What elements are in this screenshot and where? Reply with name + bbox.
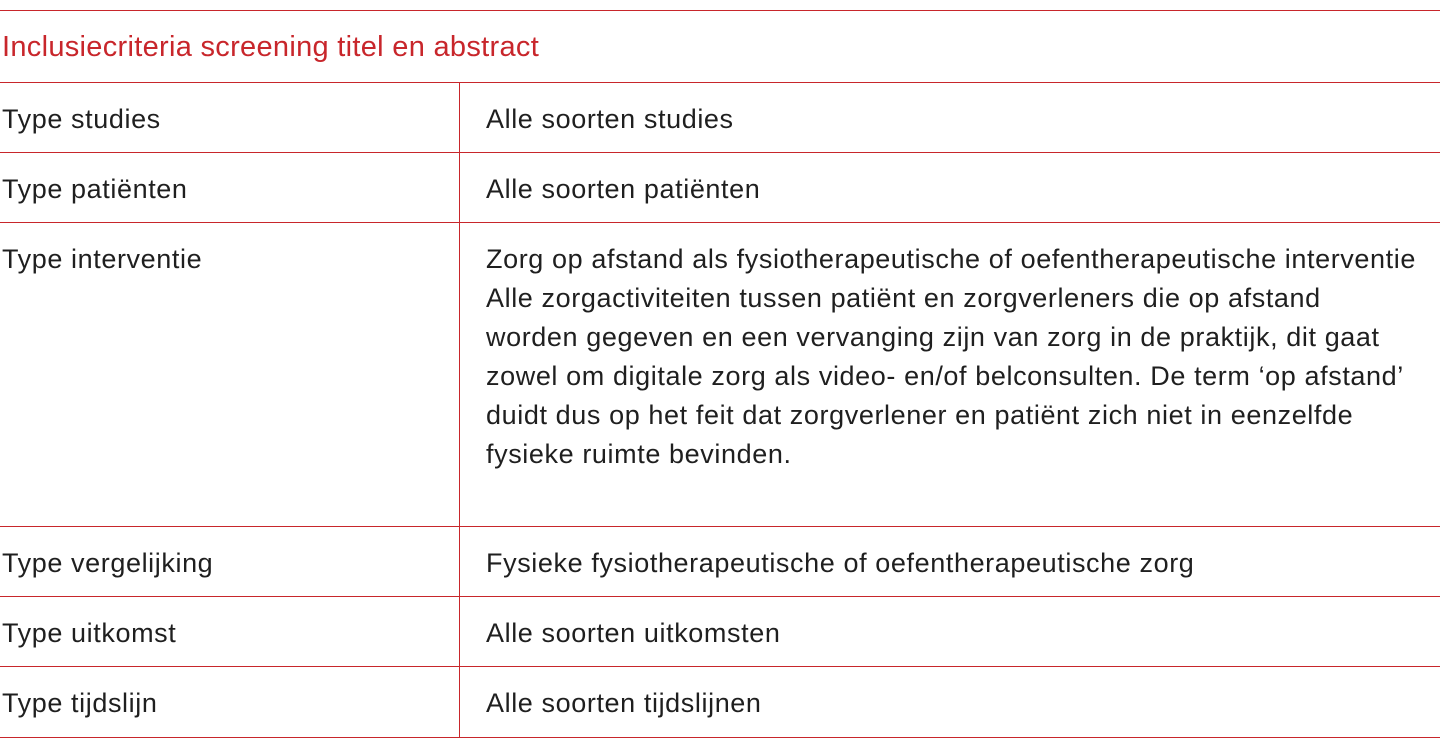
table-title: Inclusiecriteria screening titel en abstract [2,31,540,63]
row-label: Type tijdslijn [0,667,460,737]
row-value-text: Fysieke fysiotherapeutische of oefentherapeutische zorg [486,548,1195,578]
row-value-text: Alle soorten patiënten [486,174,761,204]
row-label: Type vergelijking [0,527,460,596]
row-value [460,597,1440,666]
row-value [460,223,1440,526]
table-row [0,667,1440,738]
inclusion-criteria-table [0,10,1440,738]
row-value [460,667,1440,737]
row-value-text: Alle soorten uitkomsten [486,618,781,648]
row-value-text: Zorg op afstand als fysiotherapeutische of oefentherapeutische interventie [486,244,1416,274]
row-label: Type patiënten [0,153,460,222]
table-row [0,153,1440,223]
table-row [0,597,1440,667]
row-value [460,83,1440,152]
row-label: Type interventie [0,223,460,526]
row-value-text: Alle soorten studies [486,104,734,134]
row-label: Type uitkomst [0,597,460,666]
row-label: Type studies [0,83,460,152]
table-title-row [0,11,1440,83]
row-value-text: Alle soorten tijdslijnen [486,688,762,718]
row-value [460,527,1440,596]
table-row [0,223,1440,527]
row-value [460,153,1440,222]
table-row [0,527,1440,597]
table-row [0,83,1440,153]
row-value-text: Alle zorgactiviteiten tussen patiënt en zorgverleners die op afstand worden gegeven en een vervanging zijn van zorg in de praktijk, dit gaat zowel om digitale zorg als video- en/of belconsulten. De term ‘op afstand’ duidt dus op het feit dat zorgverlener en patiënt zich niet in eenzelfde fysieke ruimte bevinden. [486,283,1403,469]
